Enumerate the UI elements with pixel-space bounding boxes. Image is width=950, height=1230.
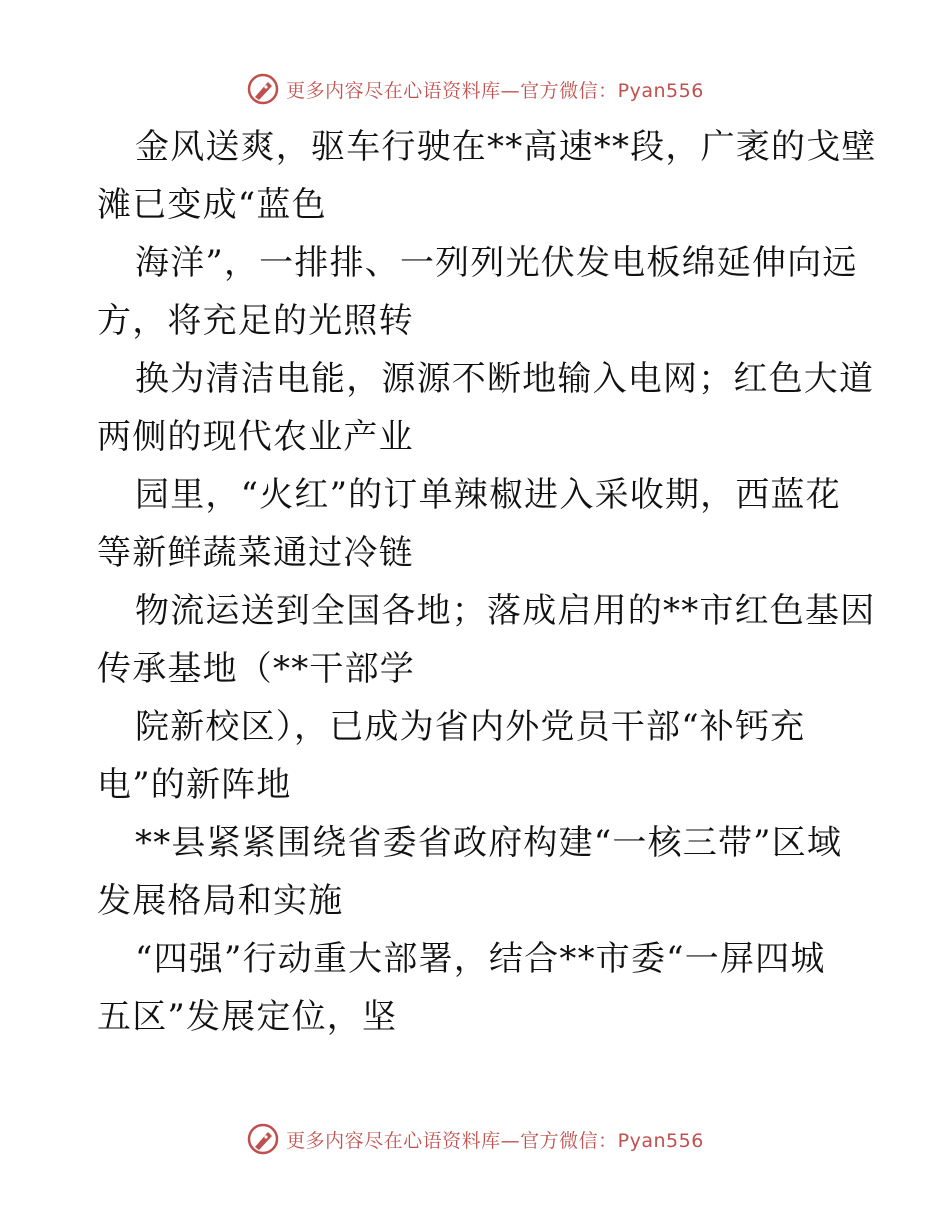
header-watermark-banner <box>0 72 950 106</box>
body-line-14: 发展格局和实施 <box>97 881 344 921</box>
body-line-3: 海洋”，一排排、一列列光伏发电板绵延伸向远 <box>135 243 858 283</box>
footer-watermark-banner <box>0 1122 950 1156</box>
body-line-11: 院新校区），已成为省内外党员干部“补钙充 <box>135 707 806 747</box>
document-body <box>97 118 877 1046</box>
body-line-1: 金风送爽，驱车行驶在**高速**段，广袤的戈壁 <box>135 127 877 167</box>
footer-watermark-text: 更多内容尽在心语资料库—官方微信：Pyan556 <box>286 1129 704 1152</box>
body-line-7: 园里，“火红”的订单辣椒进入采收期，西蓝花 <box>135 475 841 515</box>
body-line-4: 方，将充足的光照转 <box>97 301 414 341</box>
body-line-2: 滩已变成“蓝色 <box>97 185 327 225</box>
body-line-8: 等新鲜蔬菜通过冷链 <box>97 533 414 573</box>
body-line-10: 传承基地（**干部学 <box>97 649 415 689</box>
body-line-5: 换为清洁电能，源源不断地输入电网；红色大道 <box>135 359 875 399</box>
body-line-12: 电”的新阵地 <box>97 765 292 805</box>
pen-nib-logo-icon <box>246 72 280 106</box>
pen-nib-logo-icon <box>246 1122 280 1156</box>
body-line-16: 五区”发展定位，坚 <box>97 997 398 1037</box>
body-line-13: **县紧紧围绕省委省政府构建“一核三带”区域 <box>135 823 843 863</box>
body-line-6: 两侧的现代农业产业 <box>97 417 414 457</box>
header-watermark-text: 更多内容尽在心语资料库—官方微信：Pyan556 <box>286 79 704 102</box>
body-line-9: 物流运送到全国各地；落成启用的**市红色基因 <box>135 591 876 631</box>
body-line-15: “四强”行动重大部署，结合**市委“一屏四城 <box>135 939 826 979</box>
